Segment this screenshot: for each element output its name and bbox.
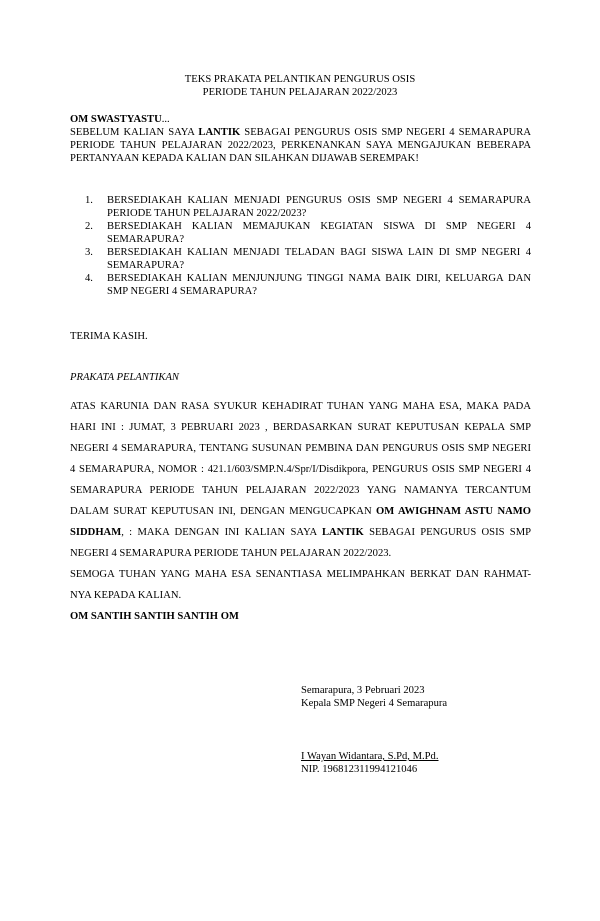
thanks-line: TERIMA KASIH. [70,331,148,342]
title-line-1: TEKS PRAKATA PELANTIKAN PENGURUS OSIS [184,74,416,85]
question-item [85,220,531,246]
signer-name: I Wayan Widantara, S.Pd, M.Pd. [301,751,439,762]
prakata-heading: PRAKATA PELANTIKAN [70,372,179,383]
title-line-2: PERIODE TAHUN PELAJARAN 2022/2023 [202,87,398,98]
question-list [85,194,531,298]
place-date: Semarapura, 3 Pebruari 2023 [301,685,425,696]
greeting [70,113,531,126]
question-text: BERSEDIAKAH KALIAN MENJADI TELADAN BAGI SISWA LAIN DI SMP NEGERI 4 SEMARAPURA? [107,247,531,271]
greeting-ellipsis: ... [161,114,170,125]
opening-section [70,113,531,165]
question-number: 4. [85,273,93,284]
intro-text-2: SEBAGAI PENGURUS OSIS SMP NEGERI 4 SEMARAPURA PERIODE TAHUN PELAJARAN 2022/2023, PERKENANKAN SAYA MENGAJUKAN BEBERAPA PERTANYAAN KEPADA KALIAN DAN SILAHKAN DIJAWAB SEREMPAK! [70,127,531,164]
question-item [85,246,531,272]
body-paragraph [70,396,531,564]
inauguration-body [70,396,531,627]
signer-nip: NIP. 196812311994121046 [301,764,418,775]
question-text: BERSEDIAKAH KALIAN MENJUNJUNG TINGGI NAMA BAIK DIRI, KELUARGA DAN SMP NEGERI 4 SEMARAPURA? [107,273,531,297]
body-text-3: SEBAGAI PENGURUS OSIS SMP NEGERI 4 SEMARAPURA PERIODE TAHUN PELAJARAN 2022/2023. [70,527,532,559]
greeting-bold: OM SWASTYASTU [70,114,162,125]
closing-line [70,606,531,627]
question-number: 1. [85,195,93,206]
intro-text-1: SEBELUM KALIAN SAYA [70,127,199,138]
body-text-2: , : MAKA DENGAN INI KALIAN SAYA [121,527,322,538]
question-item [85,272,531,298]
question-number: 2. [85,221,93,232]
body-text-1: ATAS KARUNIA DAN RASA SYUKUR KEHADIRAT TUHAN YANG MAHA ESA, MAKA PADA HARI INI : JUMAT, 3 PEBRUARI 2023 , BERDASARKAN SURAT KEPUTUSAN KEPALA SMP NEGERI 4 SEMARAPURA, TENTANG SUSUNAN PEMBINA DAN PENGURUS OSIS SMP NEGERI 4 SEMARAPURA, NOMOR : 421.1/603/SMP.N.4/Spr/I/Disdikpora, PENGURUS OSIS SMP NEGERI 4 SEMARAPURA PERIODE TAHUN PELAJARAN 2022/2023 YANG NAMANYA TERCANTUM DALAM SURAT KEPUTUSAN INI, DENGAN MENGUCAPKAN [70,401,531,517]
signature-block [301,684,447,776]
body-mantra-bold: OM AWIGHNAM ASTU NAMO SIDDHAM [70,506,531,538]
question-text: BERSEDIAKAH KALIAN MENJADI PENGURUS OSIS SMP NEGERI 4 SEMARAPURA PERIODE TAHUN PELAJARAN 2022/2023? [107,195,531,219]
intro-paragraph [70,126,531,165]
body-lantik-bold: LANTIK [321,527,364,538]
closing-bold: OM SANTIH SANTIH SANTIH OM [70,611,239,622]
question-text: BERSEDIAKAH KALIAN MEMAJUKAN KEGIATAN SISWA DI SMP NEGERI 4 SEMARAPURA? [107,221,531,245]
question-item [85,194,531,220]
signer-position: Kepala SMP Negeri 4 Semarapura [301,698,448,709]
blessing-paragraph: SEMOGA TUHAN YANG MAHA ESA SENANTIASA MELIMPAHKAN BERKAT DAN RAHMAT-NYA KEPADA KALIAN. [70,569,531,601]
question-number: 3. [85,247,93,258]
intro-lantik-bold: LANTIK [198,127,241,138]
document-title [0,73,600,99]
